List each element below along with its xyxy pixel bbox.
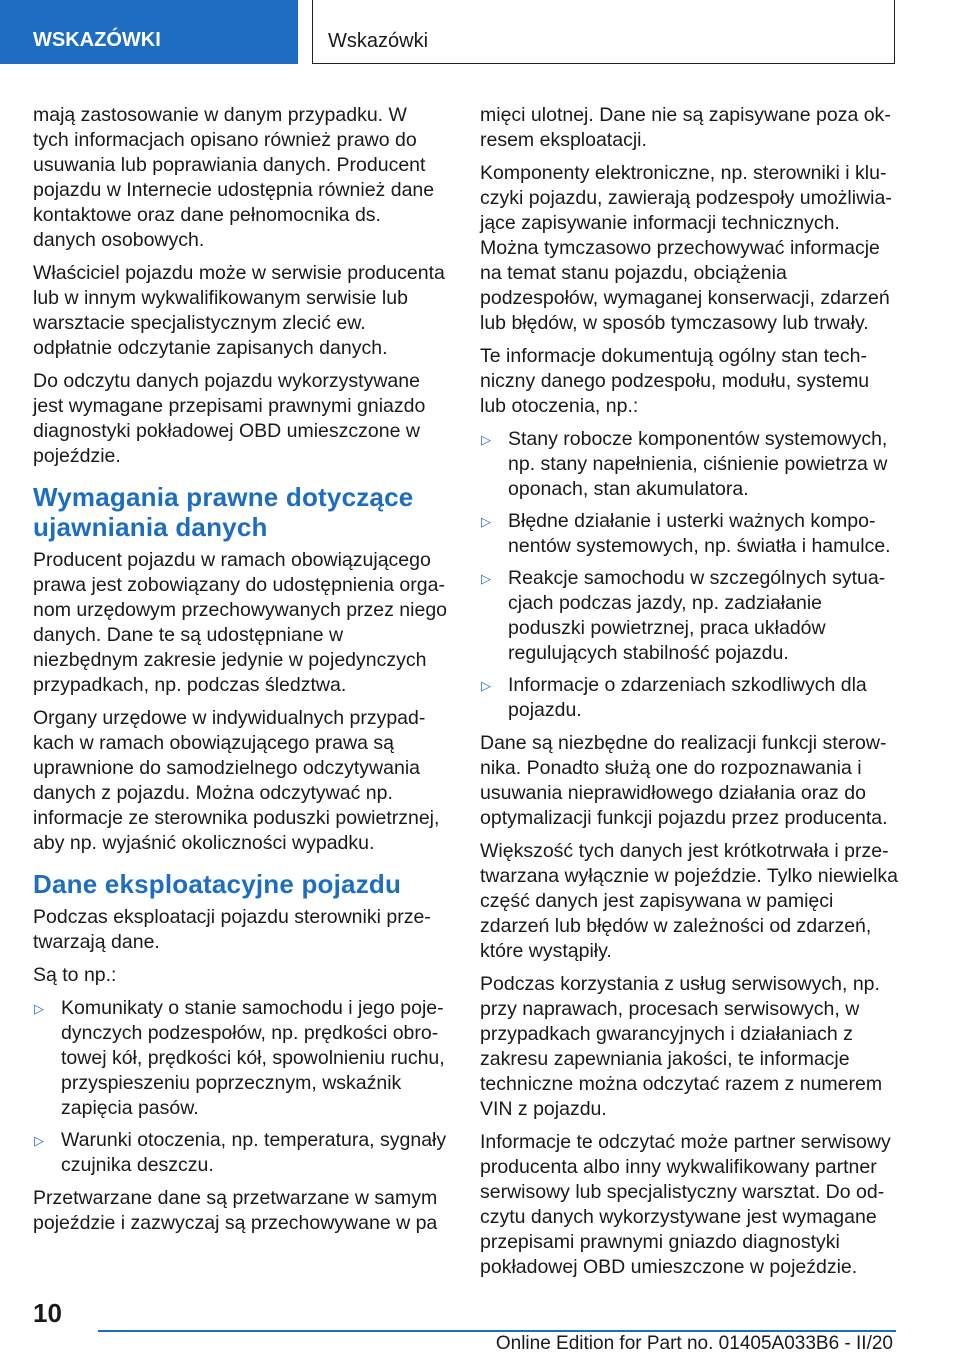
list-item-text: Warunki otoczenia, np. temperatura, sygnały czujnika deszczu.	[61, 1129, 447, 1176]
paragraph: mają zastosowanie w danym przypadku. W tych informacjach opisano również prawo do usuwania lub poprawiania danych. Producent pojazdu w Internecie udostępnia również dane kontaktowe oraz dane pełnomocnika ds. danych osobowych.	[33, 104, 435, 251]
left-column	[33, 103, 448, 1244]
footer-divider	[98, 1330, 896, 1332]
triangle-bullet-icon: ▷	[34, 1001, 44, 1016]
triangle-bullet-icon: ▷	[34, 1133, 44, 1148]
list-item-text: Błędne działanie i usterki ważnych komponentów systemowych, np. światła i hamulce.	[508, 510, 891, 557]
triangle-bullet-icon: ▷	[481, 571, 491, 586]
section-tab: WSKAZÓWKI	[0, 0, 298, 64]
list-item	[33, 1128, 448, 1178]
page-number: 10	[33, 1298, 62, 1328]
list-item-text: Stany robocze komponentów systemowych, np. stany napełnienia, ciśnienie powietrza w oponach, stan akumulatora.	[508, 428, 888, 500]
section-heading: Dane eksploatacyjne pojazdu	[33, 869, 402, 899]
footer-edition: Online Edition for Part no. 01405A033B6 - II/20	[495, 1333, 893, 1354]
list-item	[480, 427, 898, 502]
list-item	[33, 996, 448, 1121]
paragraph: Podczas korzystania z usług serwisowych, np. przy naprawach, procesach serwisowych, w przypadkach gwarancyjnych i działaniach z zakresu zapewniania jakości, te informacje techniczne można odczytać razem z numerem VIN z pojazdu.	[480, 973, 883, 1120]
paragraph: Producent pojazdu w ramach obowiązującego prawa jest zobowiązany do udostępnienia organom urzędowym przechowywanych przez niego danych. Dane te są udostępniane w niezbędnym zakresie jedynie w pojedynczych przypadkach, np. podczas śledztwa.	[33, 549, 448, 696]
paragraph: Organy urzędowe w indywidualnych przypadkach w ramach obowiązującego prawa są uprawnione do samodzielnego odczytywania danych z pojazdu. Można odczytywać np. informacje ze sterownika poduszki powietrznej, aby np. wyjaśnić okoliczności wypadku.	[33, 707, 440, 854]
triangle-bullet-icon: ▷	[481, 514, 491, 529]
list-item-text: Reakcje samochodu w szczególnych sytuacjach podczas jazdy, np. zadziałanie poduszki powietrznej, praca układów regulujących stabilność pojazdu.	[508, 567, 886, 664]
paragraph: Właściciel pojazdu może w serwisie producenta lub w innym wykwalifikowanym serwisie lub warsztacie specjalistycznym zlecić ew. odpłatnie odczytanie zapisanych danych.	[33, 262, 445, 359]
paragraph: Przetwarzane dane są przetwarzane w samym pojeździe i zazwyczaj są przechowywane w pa	[33, 1187, 438, 1234]
list-item	[480, 509, 898, 559]
paragraph: Dane są niezbędne do realizacji funkcji sterownika. Ponadto służą one do rozpoznawania i usuwania nieprawidłowego działania oraz do optymalizacji funkcji pojazdu przez producenta.	[480, 732, 888, 829]
section-heading: Wymagania prawne dotyczące ujawniania danych	[33, 482, 414, 542]
paragraph: Komponenty elektroniczne, np. sterowniki i kluczyki pojazdu, zawierają podzespoły umożliwiające zapisywanie informacji technicznych. Można tymczasowo przechowywać informacje na temat stanu pojazdu, obciążenia podzespołów, wymaganej konserwacji, zdarzeń lub błędów, w sposób tymczasowy lub trwały.	[480, 162, 892, 334]
bullet-list	[480, 427, 898, 723]
paragraph: Informacje te odczytać może partner serwisowy producenta albo inny wykwalifikowany partner serwisowy lub specjalistyczny warsztat. Do odczytu danych wykorzystywane jest wymagane przepisami prawnymi gniazdo diagnostyki pokładowej OBD umieszczone w pojeździe.	[480, 1131, 891, 1278]
paragraph: Do odczytu danych pojazdu wykorzystywane jest wymagane przepisami prawnymi gniazdo diagnostyki pokładowej OBD umieszczone w pojeździe.	[33, 370, 426, 467]
list-item-text: Komunikaty o stanie samochodu i jego pojedynczych podzespołów, np. prędkości obrotowej kół, prędkości kół, spowolnieniu ruchu, przyspieszeniu poprzecznym, wskaźnik zapięcia pasów.	[61, 997, 445, 1119]
bullet-list	[33, 996, 448, 1178]
paragraph: Są to np.:	[33, 964, 117, 986]
triangle-bullet-icon: ▷	[481, 432, 491, 447]
paragraph: Podczas eksploatacji pojazdu sterowniki przetwarzają dane.	[33, 906, 431, 953]
right-column	[480, 103, 898, 1288]
page-title: Wskazówki	[312, 0, 895, 64]
list-item	[480, 673, 898, 723]
page-header	[0, 0, 960, 66]
paragraph: Większość tych danych jest krótkotrwała i przetwarzana wyłącznie w pojeździe. Tylko niewielka część danych jest zapisywana w pamięci zdarzeń lub błędów w zależności od zdarzeń, które wystąpiły.	[480, 840, 899, 962]
list-item	[480, 566, 898, 666]
list-item-text: Informacje o zdarzeniach szkodliwych dla pojazdu.	[508, 674, 867, 721]
paragraph: Te informacje dokumentują ogólny stan techniczny danego podzespołu, modułu, systemu lub otoczenia, np.:	[480, 345, 870, 417]
paragraph: mięci ulotnej. Dane nie są zapisywane poza okresem eksploatacji.	[480, 104, 891, 151]
triangle-bullet-icon: ▷	[481, 678, 491, 693]
